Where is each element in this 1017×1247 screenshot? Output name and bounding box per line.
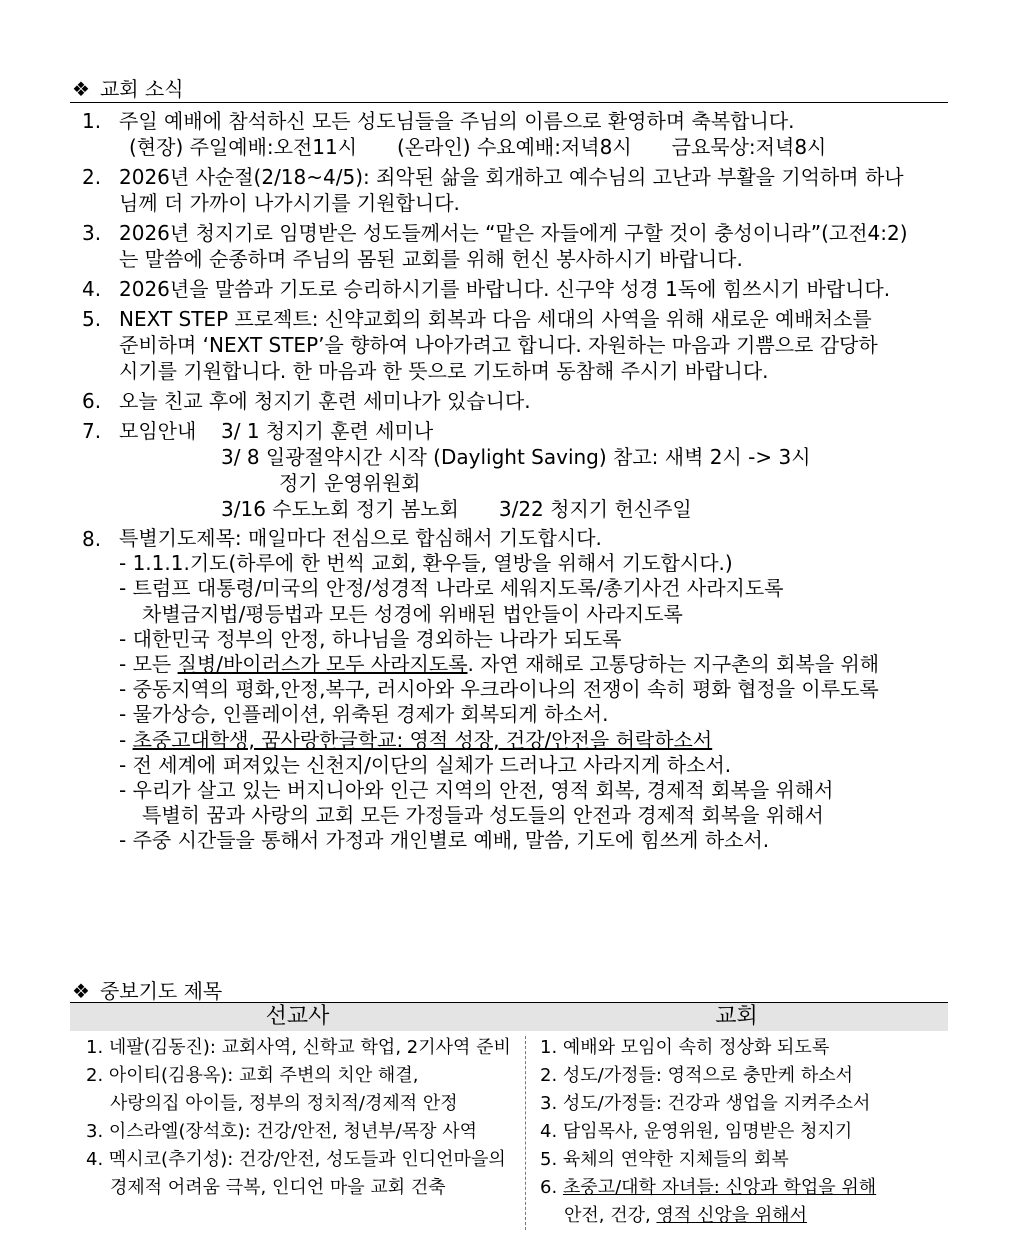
diamond-bullet-icon: ❖ [72,979,90,1003]
news-title-rule [70,102,948,103]
mission-table-header [70,1003,948,1031]
service-times: (현장) 주일예배:오전11시 (온라인) 수요예배:저녁8시 금요묵상:저녁8시 [129,135,827,159]
prayer-title: 특별기도제목: 매일마다 전심으로 합심해서 기도합시다. [119,526,602,550]
missionary-list: 1. 네팔(김동진): 교회사역, 신학교 학업, 2기사역 준비 2. 아이티(김용옥): 교회 주변의 치안 해결, 사랑의집 아이들, 정부의 정치적/경제적 안정 3. 이스라엘(장석호): 건강/안전, 청년부/목장 사역 4. 멕시코(추기성): 건강/안전, 성도들과 인디언마을의 경제적 어려움 극복, 인디언 마을 교회 건축 [86,1037,511,1198]
news-item-4: 4. 2026년을 말씀과 기도로 승리하시기를 바랍니다. 신구약 성경 1독에 힘쓰시기 바랍니다. [82,277,891,301]
news-item-5: 5. NEXT STEP 프로젝트: 신약교회의 회복과 다음 세대의 사역을 위해 새로운 예배처소를 준비하며 ‘NEXT STEP’을 향하여 나아가려고 합니다. 자원하는 마음과 기쁨으로 감당하 시기를 기원합니다. 한 마음과 한 뜻으로 기도하며 동참해 주시기 바랍니다. [82,307,878,383]
church-column-header: 교회 [715,1004,758,1029]
news-item-8-prayer: 8. 특별기도제목: 매일마다 전심으로 합심해서 기도합시다. - 1.1.1.기도(하루에 한 번씩 교회, 환우들, 열방을 위해서 기도합시다.) - 트럼프 대통령/미국의 안정/성경적 나라로 세워지도록/총기사건 사라지도록 차별금지법/평등법과 모든 성경에 위배된 법안들이 사라지도록 - 대한민국 정부의 안정, 하나님을 경외하는 나라가 되도록 - 모든 질병/바이러스가 모두 사라지도록. 자연 재해로 고통당하는 지구촌의 회복을 위해 - 중동지역의 평화,안정,복구, 러시아와 우크라이나의 전쟁이 속히 평화 협정을 이루도록 - 물가상승, 인플레이션, 위축된 경제가 회복되게 하소서. - 초중고대학생, 꿈사랑한글학교: 영적 성장, 건강/안전을 허락하소서 - 전 세계에 퍼져있는 신천지/이단의 실체가 드러나고 사라지게 하소서. - 우리가 살고 있는 버지니아와 인근 지역의 안전, 영적 회복, 경제적 회복을 위해서 특별히 꿈과 사랑의 교회 모든 가정들과 성도들의 안전과 경제적 회복을 위해서 - 주중 시간들을 통해서 가정과 개인별로 예배, 말씀, 기도에 힘쓰게 하소서. [82,526,948,854]
diamond-bullet-icon: ❖ [72,77,90,101]
news-list [82,108,948,858]
meeting-label: 모임안내 [119,419,197,443]
church-prayer-list: 1. 예배와 모임이 속히 정상화 되도록 2. 성도/가정들: 영적으로 충만케 하소서 3. 성도/가정들: 건강과 생업을 지켜주소서 4. 담임목사, 운영위원, 임명받은 청지기 5. 육체의 연약한 지체들의 회복 6. 초중고/대학 자녀들: 신앙과 학업을 위해 안전, 건강, 영적 신앙을 위해서 [540,1037,877,1226]
column-divider [525,1036,526,1230]
news-item-2: 2. 2026년 사순절(2/18~4/5): 죄악된 삶을 회개하고 예수님의 고난과 부활을 기억하며 하나 님께 더 가까이 나가시기를 기원합니다. [82,165,904,215]
news-item-7-meetings: 7. 모임안내 3/ 1 청지기 훈련 세미나 3/ 8 일광절약시간 시작 (Daylight Saving) 참고: 새벽 2시 -> 3시 정기 운영위원회 3/16 수도노회 정기 봄노회 3/22 청지기 헌신주일 [82,419,811,521]
news-item-6: 6. 오늘 친교 후에 청지기 훈련 세미나가 있습니다. [82,389,531,413]
mission-section-title [72,975,222,1004]
mission-title-text: 중보기도 제목 [99,979,223,1003]
news-section-title [72,73,184,102]
news-title-text: 교회 소식 [99,77,184,101]
news-item-3: 3. 2026년 청지기로 임명받은 성도들께서는 “맡은 자들에게 구할 것이 충성이니라”(고전4:2) 는 말씀에 순종하며 주님의 몸된 교회를 위해 헌신 봉사하시기 바랍니다. [82,221,908,271]
news-item-1: 1. 주일 예배에 참석하신 모든 성도님들을 주님의 이름으로 환영하며 축복합니다. (현장) 주일예배:오전11시 (온라인) 수요예배:저녁8시 금요묵상:저녁8시 [82,108,948,160]
missionary-column-header: 선교사 [265,1004,330,1029]
